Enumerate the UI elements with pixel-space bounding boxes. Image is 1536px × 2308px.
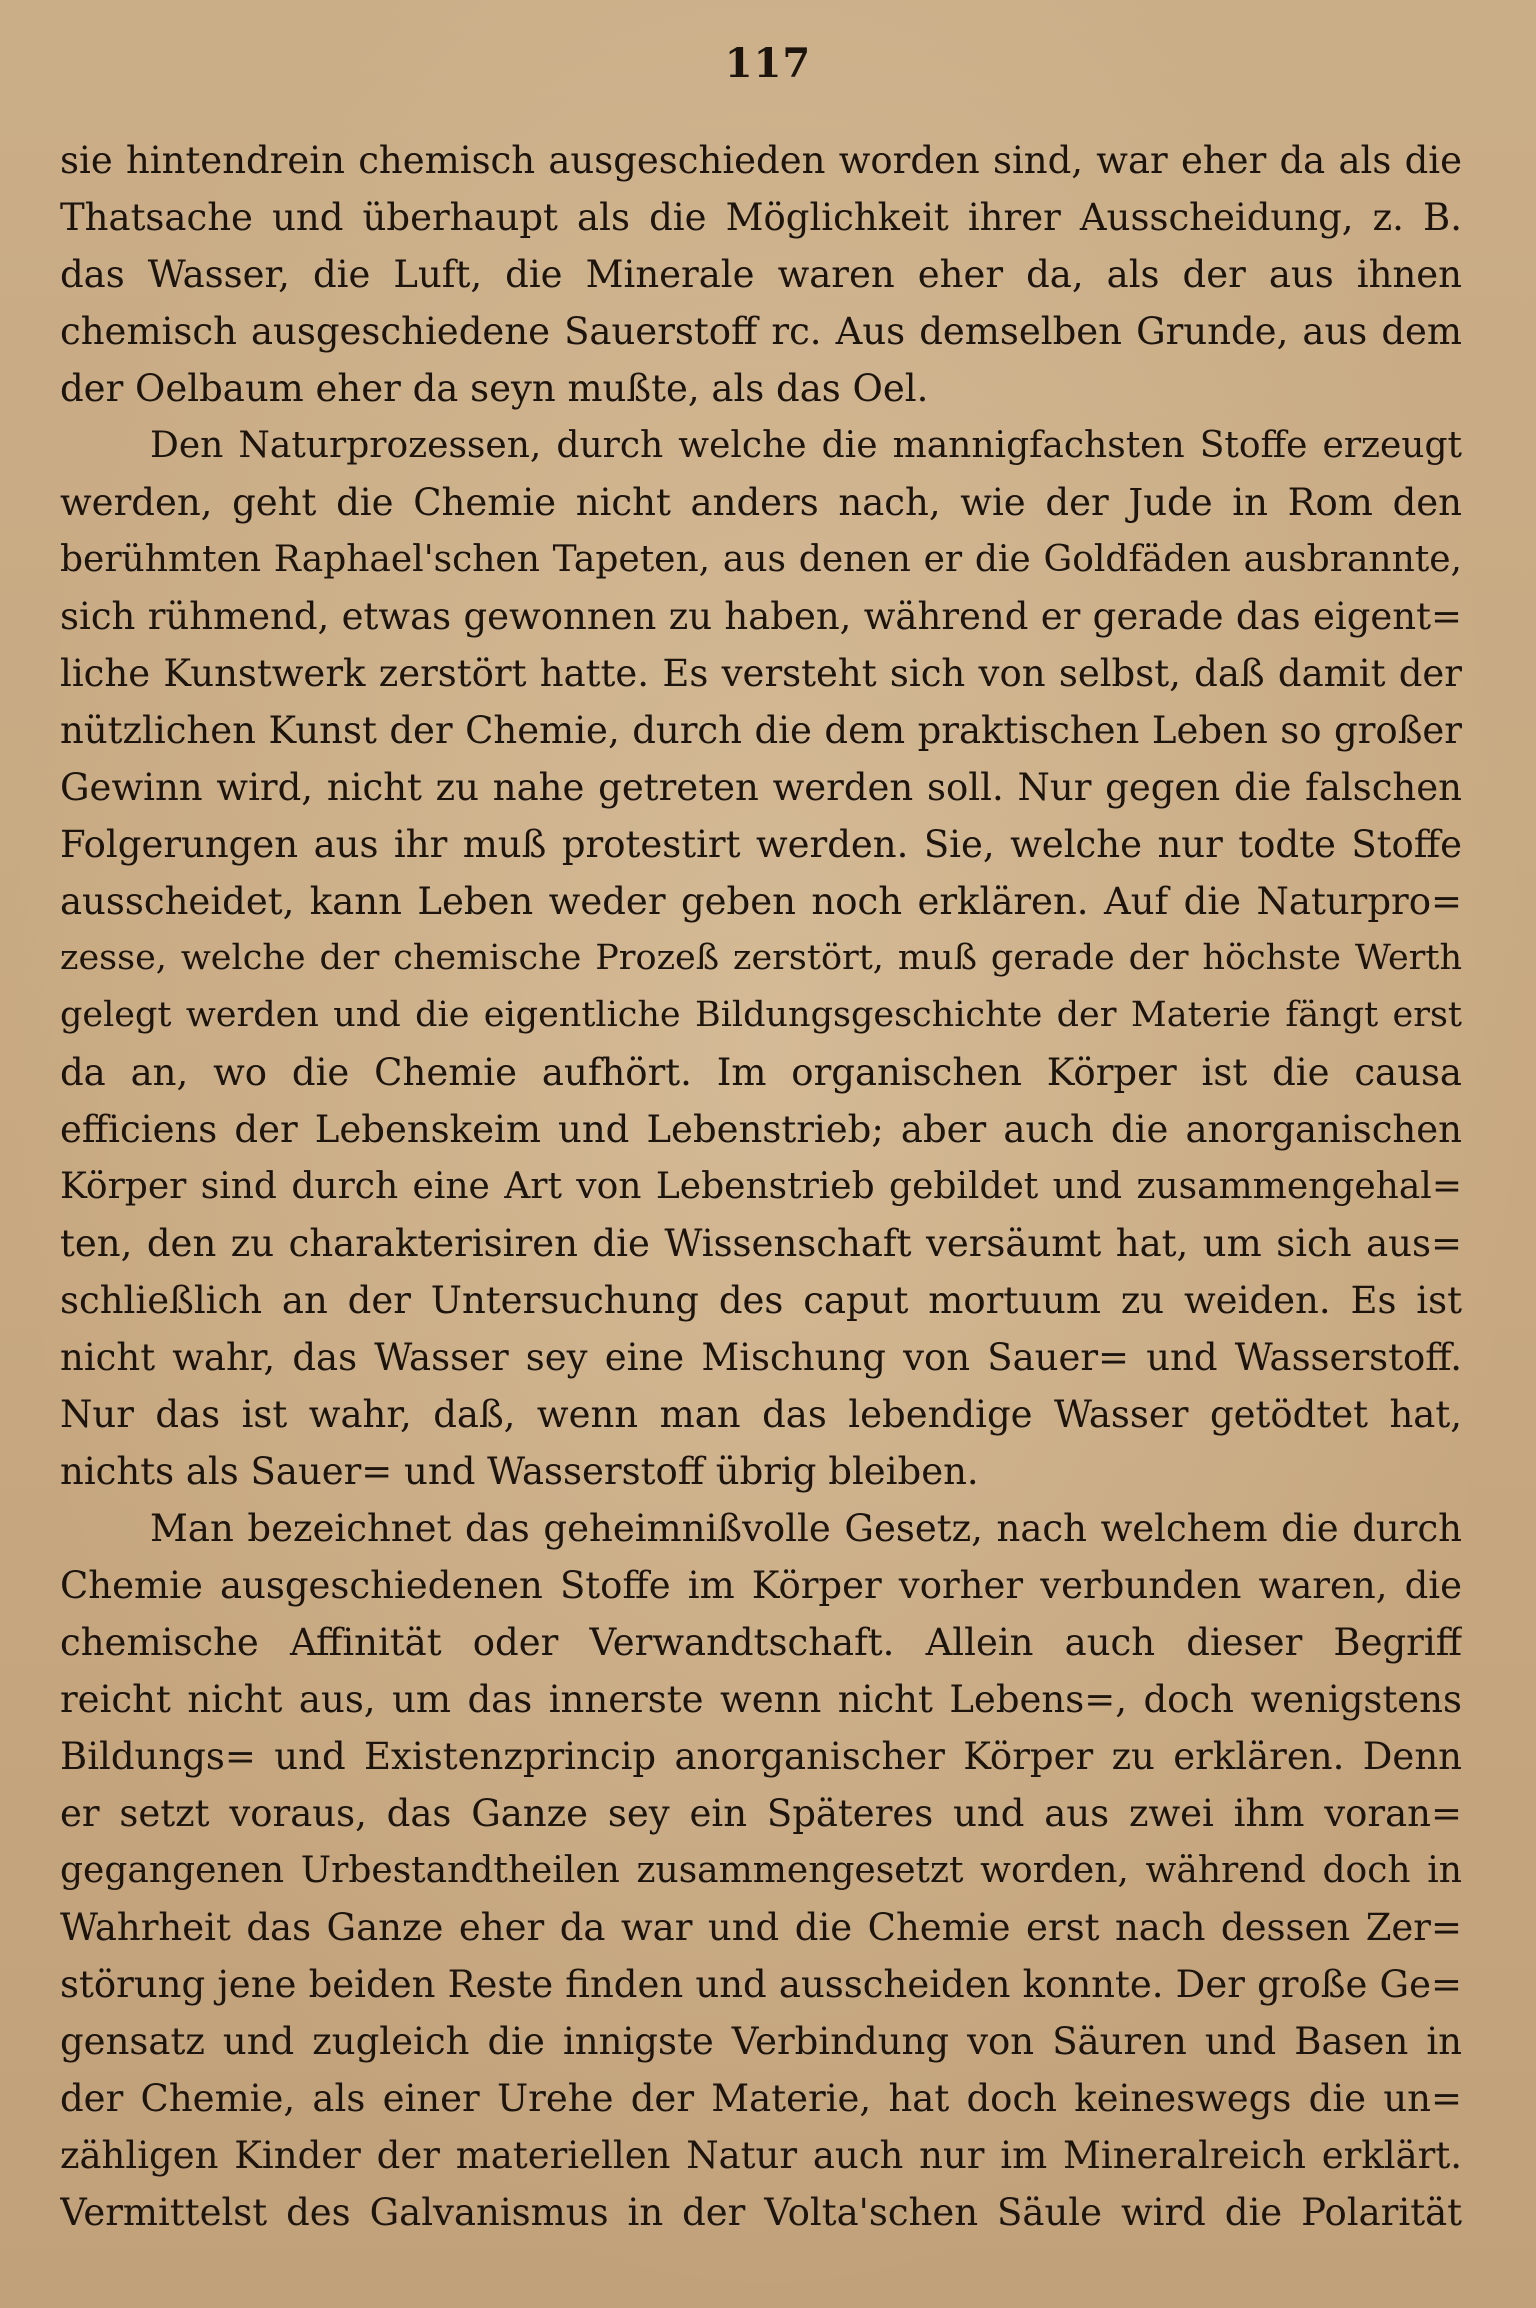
text-line: liche Kunstwerk zerstört hatte. Es versteht sich von selbst, daß damit der [60,652,1462,695]
text-line: Den Naturprozessen, durch welche die mannigfachsten Stoffe erzeugt [150,425,1462,466]
text-line: werden, geht die Chemie nicht anders nach, wie der Jude in Rom den [60,481,1462,524]
text-line: Chemie ausgeschiedenen Stoffe im Körper vorher verbunden waren, die [60,1564,1462,1607]
text-line: Thatsache und überhaupt als die Möglichkeit ihrer Ausscheidung, z. B. [60,196,1462,239]
page-number: 117 [724,40,812,87]
text-line: schließlich an der Untersuchung des caput mortuum zu weiden. Es ist [60,1279,1462,1322]
text-line: sich rühmend, etwas gewonnen zu haben, während er gerade das eigent= [60,595,1462,638]
text-line: nützlichen Kunst der Chemie, durch die dem praktischen Leben so großer [60,709,1462,752]
text-line: zesse, welche der chemische Prozeß zerstört, muß gerade der höchste Werth [60,938,1462,978]
text-line: efficiens der Lebenskeim und Lebenstrieb; aber auch die anorganischen [60,1108,1462,1151]
text-line: Gewinn wird, nicht zu nahe getreten werden soll. Nur gegen die falschen [60,766,1462,809]
text-line: sie hintendrein chemisch ausgeschieden worden sind, war eher da als die [60,139,1462,182]
text-line: störung jene beiden Reste finden und ausscheiden konnte. Der große Ge= [60,1963,1462,2006]
text-line: Bildungs= und Existenzprincip anorganischer Körper zu erklären. Denn [60,1735,1462,1778]
text-line: Vermittelst des Galvanismus in der Volta'schen Säule wird die Polarität [60,2191,1462,2234]
text-line: ausscheidet, kann Leben weder geben noch erklären. Auf die Naturpro= [60,880,1462,923]
text-line: berühmten Raphael'schen Tapeten, aus denen er die Goldfäden ausbrannte, [60,539,1462,580]
text-line: er setzt voraus, das Ganze sey ein Späteres und aus zwei ihm voran= [60,1792,1462,1835]
text-line: nichts als Sauer= und Wasserstoff übrig bleiben. [60,1450,979,1493]
text-line: Wahrheit das Ganze eher da war und die Chemie erst nach dessen Zer= [60,1906,1462,1949]
body-text [60,132,1462,2241]
text-line: Nur das ist wahr, daß, wenn man das lebendige Wasser getödtet hat, [60,1393,1462,1436]
text-line: gelegt werden und die eigentliche Bildungsgeschichte der Materie fängt erst [60,995,1462,1035]
text-line: chemische Affinität oder Verwandtschaft. Allein auch dieser Begriff [60,1621,1462,1664]
text-line: reicht nicht aus, um das innerste wenn nicht Lebens=, doch wenigstens [60,1678,1462,1721]
text-line: gegangenen Urbestandtheilen zusammengesetzt worden, während doch in [60,1850,1462,1891]
text-line: Körper sind durch eine Art von Lebenstrieb gebildet und zusammengehal= [60,1166,1462,1207]
text-line: das Wasser, die Luft, die Minerale waren eher da, als der aus ihnen [60,253,1462,296]
text-line: Man bezeichnet das geheimnißvolle Gesetz, nach welchem die durch [150,1507,1462,1550]
text-line: zähligen Kinder der materiellen Natur auch nur im Mineralreich erklärt. [60,2134,1462,2177]
text-line: ten, den zu charakterisiren die Wissenschaft versäumt hat, um sich aus= [60,1222,1462,1265]
text-line: Folgerungen aus ihr muß protestirt werden. Sie, welche nur todte Stoffe [60,823,1462,866]
text-line: chemisch ausgeschiedene Sauerstoff rc. Aus demselben Grunde, aus dem [60,310,1462,353]
text-line: nicht wahr, das Wasser sey eine Mischung von Sauer= und Wasserstoff. [60,1336,1462,1379]
text-line: der Oelbaum eher da seyn mußte, als das Oel. [60,367,929,410]
text-line: der Chemie, als einer Urehe der Materie, hat doch keineswegs die un= [60,2077,1462,2120]
text-line: da an, wo die Chemie aufhört. Im organischen Körper ist die causa [60,1051,1462,1094]
text-line: gensatz und zugleich die innigste Verbindung von Säuren und Basen in [60,2020,1462,2063]
